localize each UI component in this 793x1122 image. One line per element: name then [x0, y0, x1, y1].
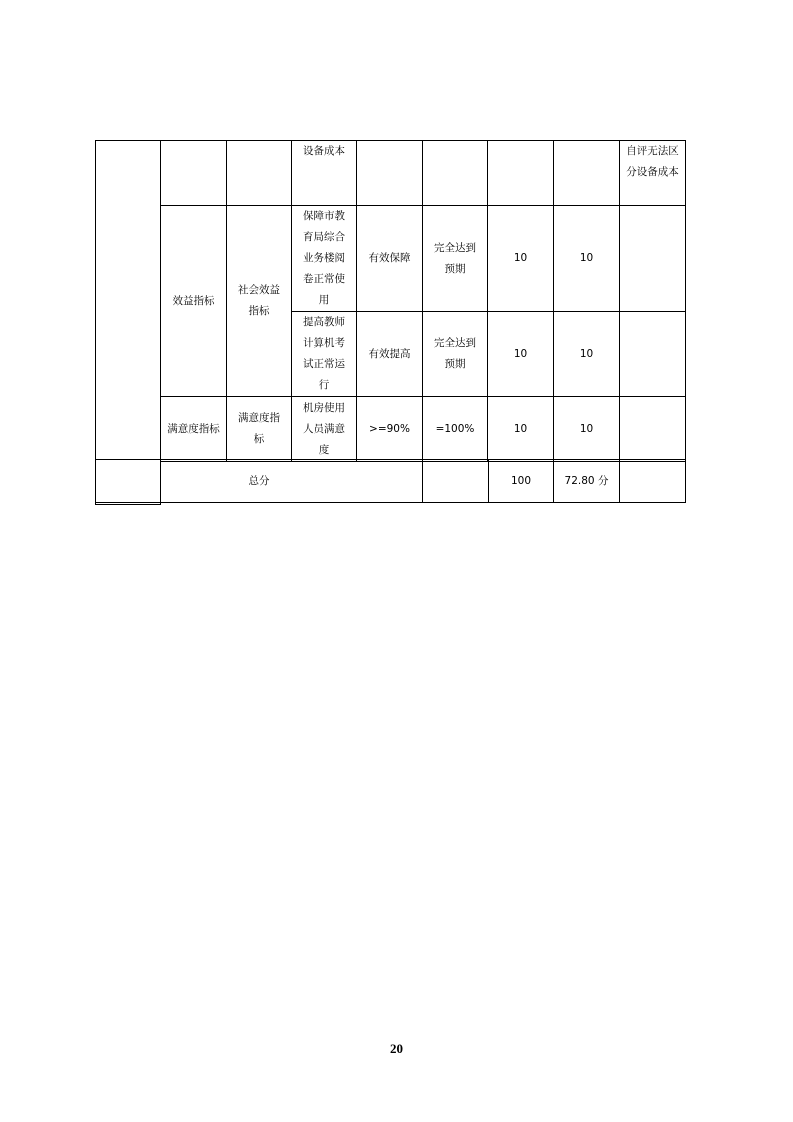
total-actual-value-cell — [423, 460, 489, 503]
sub-indicator-cell: 机房使用人员满意度 — [292, 397, 357, 462]
table-row — [96, 206, 686, 312]
score-cell — [554, 141, 620, 206]
actual-value-cell: =100% — [423, 397, 488, 462]
page-number: 20 — [390, 1041, 403, 1056]
total-table — [95, 459, 686, 503]
table-row — [96, 397, 686, 462]
actual-value-cell — [423, 141, 488, 206]
total-score-cell: 72.80 分 — [554, 460, 620, 503]
note-cell: 自评无法区分设备成本 — [620, 141, 686, 206]
target-value-cell: >=90% — [357, 397, 423, 462]
sub-indicator-cell: 设备成本 — [292, 141, 357, 206]
category-cell: 效益指标 — [161, 206, 227, 397]
actual-value-cell: 完全达到预期 — [423, 206, 488, 312]
weight-cell: 10 — [488, 397, 554, 462]
total-note-cell — [620, 460, 686, 503]
total-row — [96, 460, 686, 503]
performance-table — [95, 140, 686, 505]
table-row — [96, 141, 686, 206]
note-cell — [620, 312, 686, 397]
score-cell: 10 — [554, 206, 620, 312]
category-cell: 满意度指标 — [161, 397, 227, 462]
target-value-cell: 有效保障 — [357, 206, 423, 312]
target-value-cell: 有效提高 — [357, 312, 423, 397]
sub-category-cell: 满意度指标 — [227, 397, 292, 462]
weight-cell: 10 — [488, 206, 554, 312]
total-weight-cell: 100 — [489, 460, 554, 503]
first-level-indicator-cell — [96, 141, 161, 505]
sub-category-cell — [227, 141, 292, 206]
score-cell: 10 — [554, 397, 620, 462]
score-cell: 10 — [554, 312, 620, 397]
note-cell — [620, 397, 686, 462]
sub-indicator-cell: 保障市教育局综合业务楼阅卷正常使用 — [292, 206, 357, 312]
weight-cell: 10 — [488, 312, 554, 397]
target-value-cell — [357, 141, 423, 206]
weight-cell — [488, 141, 554, 206]
note-cell — [620, 206, 686, 312]
total-label-cell: 总分 — [96, 460, 423, 503]
sub-category-cell: 社会效益指标 — [227, 206, 292, 397]
sub-indicator-cell: 提高教师计算机考试正常运行 — [292, 312, 357, 397]
category-cell — [161, 141, 227, 206]
actual-value-cell: 完全达到预期 — [423, 312, 488, 397]
